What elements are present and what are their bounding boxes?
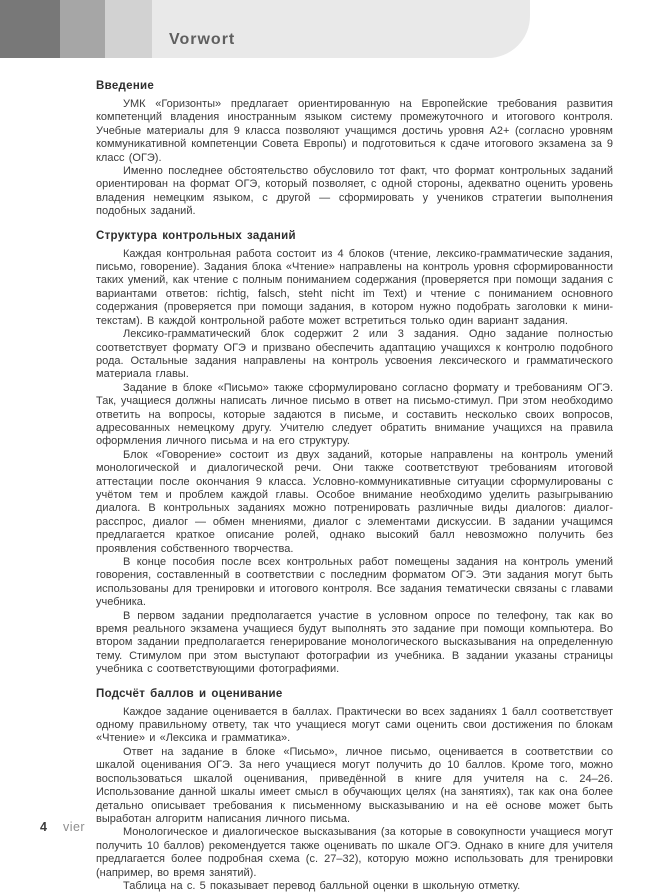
paragraph: Блок «Говорение» состоит из двух заданий, которые направлены на контроль умений монологической и диалогической речи. Они также соответствуют требованиям итоговой аттестации после окончания 9 класса. Условно-коммуникативные ситуации сформулированы с учётом тем и проблем каждой главы. Особое внимание необходимо уделить разыгрыванию диалога. В контрольных заданиях можно потренировать различные виды диалогов: диалог-расспрос, диалог — обмен мнениями, диалог с элементами дискуссии. В задании учащимся предлагается краткое описание ролей, однако высокий балл невозможно получить без проявления собственного творчества.	[96, 448, 613, 555]
page-number-word: vier	[62, 820, 86, 834]
section-heading-scoring: Подсчёт баллов и оценивание	[96, 687, 283, 700]
paragraph: Каждая контрольная работа состоит из 4 блоков (чтение, лексико-грамматические задания, письмо, говорение). Задания блока «Чтение» направлены на контроль уровня сформированности таких умений, как чтение с полным пониманием содержания (проверяется при помощи задания с вариантами ответов: richtig, falsch, steht nicht im Text) и чтение с пониманием основного содержания (проверяется при помощи задания, в котором нужно подобрать заголовки к мини-текстам). В каждой контрольной работе может встретиться только один вариант задания.	[96, 247, 613, 327]
paragraph: Задание в блоке «Письмо» также сформулировано согласно формату и требованиям ОГЭ. Так, учащиеся должны написать личное письмо в ответ на письмо-стимул. При этом необходимо ответить на вопросы, которые задаются в письме, и составить несколько своих вопросов, адресованных немецкому другу. Учителю следует обратить внимание учащихся на правила оформления личного письма и на его структуру.	[96, 381, 613, 448]
page-title: Vorwort	[169, 31, 236, 48]
paragraph: Ответ на задание в блоке «Письмо», личное письмо, оценивается в соответствии со шкалой оценивания ОГЭ. За него учащиеся могут получить до 10 баллов. Кроме того, можно воспользоваться шкалой оценивания, приведённой в книге для учителя на с. 24–26. Использование данной шкалы имеет смысл в обучающих целях (на занятиях), так как она более детально описывает требования к письменному высказыванию и на её основе может быть выработан алгоритм написания личного письма.	[96, 745, 613, 825]
paragraph: В конце пособия после всех контрольных работ помещены задания на контроль умений говорения, составленный в соответствии с последним форматом ОГЭ. Эти задания могут быть использованы для тренировки и итогового контроля. Все задания тематически связаны с главами учебника.	[96, 556, 613, 609]
paragraph: В первом задании предполагается участие в условном опросе по телефону, так как во время реального экзамена учащиеся будут выполнять это задание при помощи компьютера. Во втором задании предполагается генерирование монологического высказывания на определенную тему. Стимулом при этом выступают фотографии из учебника. В задании указаны страницы учебника с соответствующими фотографиями.	[96, 609, 613, 676]
page-footer	[40, 820, 85, 834]
header-decorative-block-dark	[0, 0, 60, 58]
paragraph: Монологическое и диалогическое высказывания (за которые в совокупности учащиеся могут получить 10 баллов) рекомендуется также оценивать по шкале ОГЭ. Однако в книге для учителя предлагается более подробная схема (с. 27–32), которую можно использовать для тренировки (например, во время занятий).	[96, 826, 613, 879]
paragraph: Именно последнее обстоятельство обусловило тот факт, что формат контрольных заданий ориентирован на формат ОГЭ, который позволяет, с одной стороны, адекватно оценить уровень владения немецким языком, с другой — сформировать у учеников стратегии выполнения подобных заданий.	[96, 165, 613, 218]
paragraph: Таблица на с. 5 показывает перевод балльной оценки в школьную отметку.	[123, 879, 521, 892]
header-title-block	[152, 0, 530, 58]
page-number: 4	[40, 820, 47, 834]
header-decorative-block-medium	[60, 0, 105, 58]
paragraph: УМК «Горизонты» предлагает ориентированную на Европейские требования развития компетенций владения иностранным языком систему промежуточного и итогового контроля. Учебные материалы для 9 класса позволяют учащимся достичь уровня А2+ (согласно уровням коммуникативной компетенции Совета Европы) и подготовиться к сдаче итогового экзамена за 9 класс (ОГЭ).	[96, 98, 613, 164]
header-band	[0, 0, 650, 58]
paragraph: Каждое задание оценивается в баллах. Практически во всех заданиях 1 балл соответствует одному правильному ответу, так что учащиеся могут сами оценить свои достижения по блокам «Чтение» и «Лексика и грамматика».	[96, 705, 613, 745]
section-heading-introduction: Введение	[96, 80, 155, 92]
header-decorative-block-light	[105, 0, 152, 58]
paragraph: Лексико-грамматический блок содержит 2 или 3 задания. Одно задание полностью соответствует формату ОГЭ и призвано обеспечить адаптацию учащихся к контролю подобного рода. Остальные задания направлены на контроль усвоения лексического и грамматического материала главы.	[96, 328, 613, 381]
page-content	[96, 58, 613, 893]
section-heading-structure: Структура контрольных заданий	[96, 229, 296, 242]
